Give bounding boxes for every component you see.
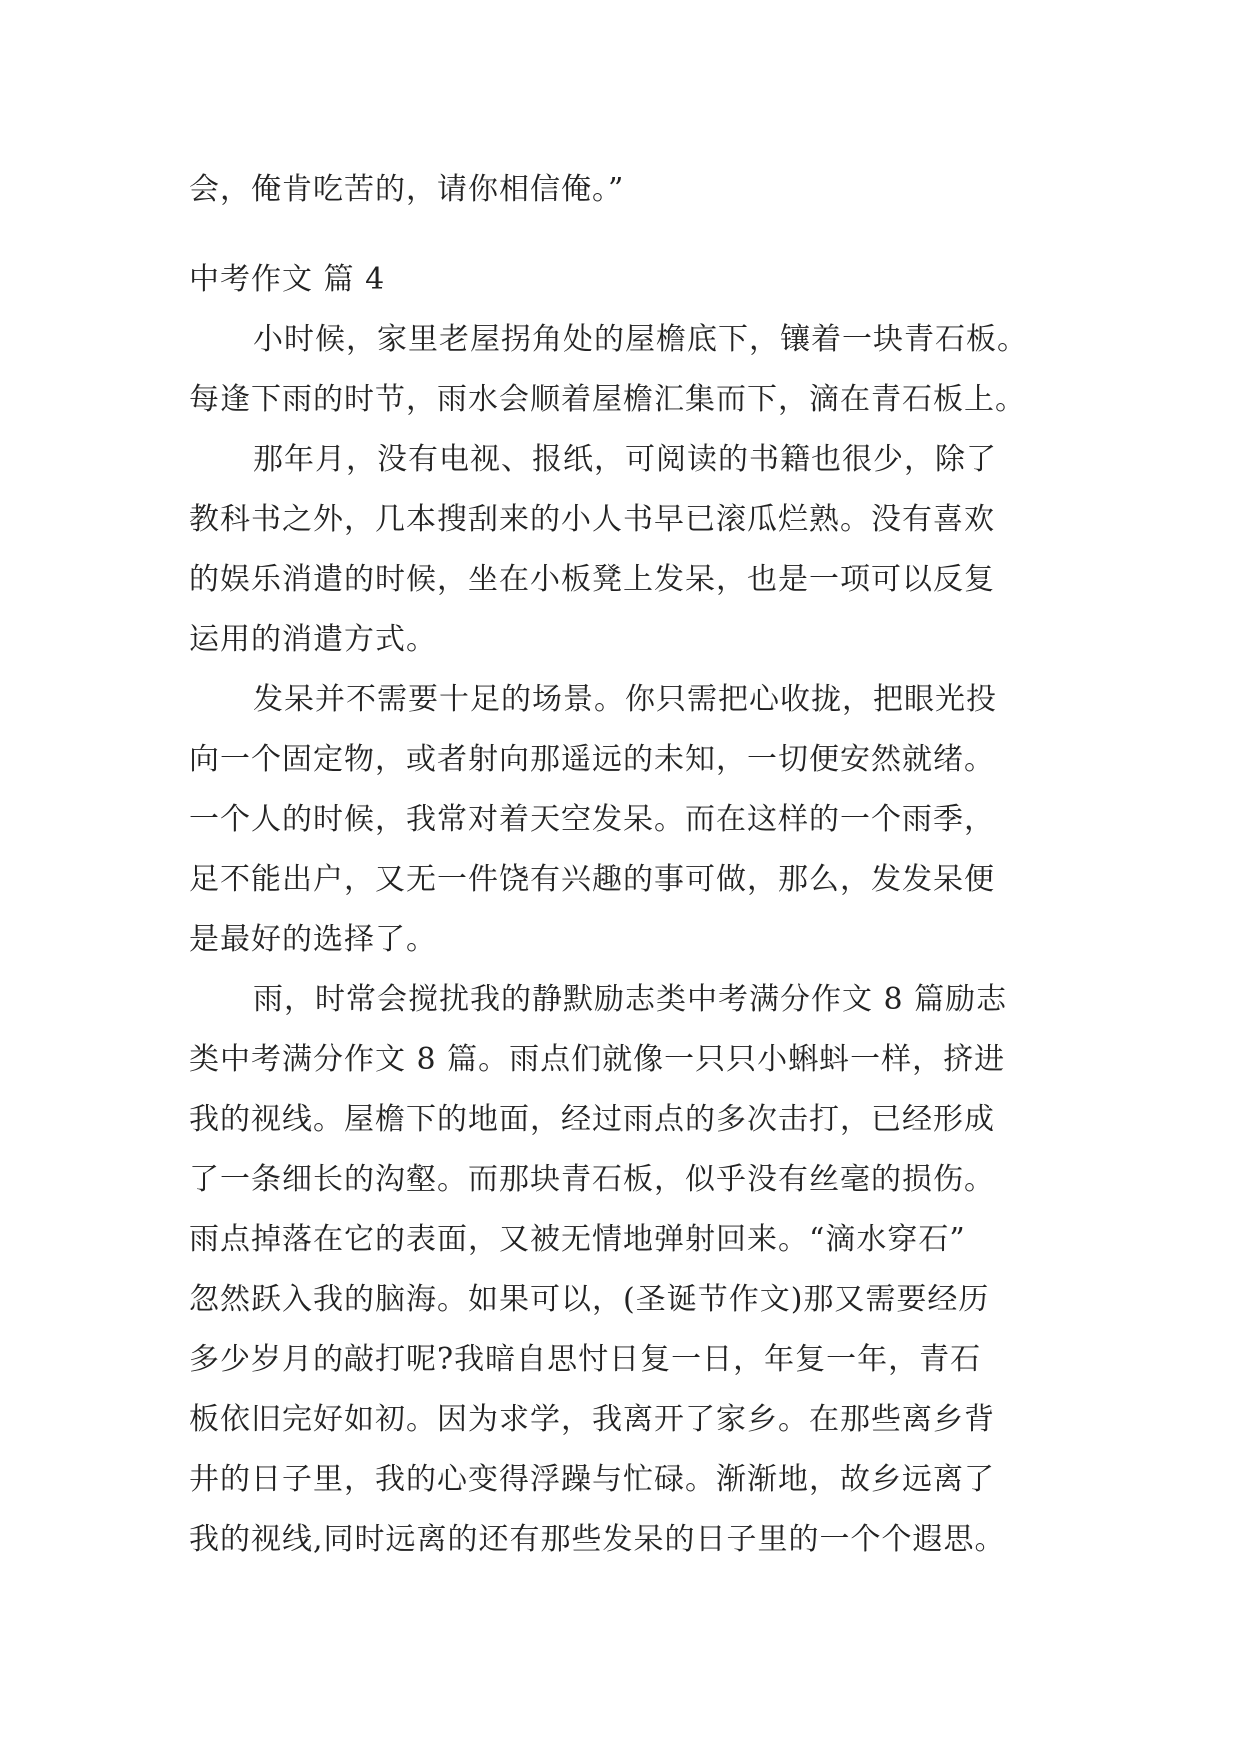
paragraph <box>189 430 1069 670</box>
paragraph-line: 雨，时常会搅扰我的静默励志类中考满分作文 8 篇励志 <box>253 982 1008 1017</box>
paragraph-line: 每逢下雨的时节，雨水会顺着屋檐汇集而下，滴在青石板上。 <box>189 382 1026 417</box>
paragraph-line: 运用的消遣方式。 <box>189 622 437 657</box>
section-title: 中考作文 篇 4 <box>189 262 386 297</box>
paragraph-line: 板依旧完好如初。因为求学，我离开了家乡。在那些离乡背 <box>189 1402 995 1437</box>
document-body <box>189 160 1069 1570</box>
paragraph-line: 我的视线,同时远离的还有那些发呆的日子里的一个个遐思。 <box>189 1522 1006 1557</box>
paragraph-line: 教科书之外，几本搜刮来的小人书早已滚瓜烂熟。没有喜欢 <box>189 502 995 537</box>
intro-line: 会，俺肯吃苦的，请你相信俺。” <box>189 172 625 207</box>
paragraph-line: 是最好的选择了。 <box>189 922 437 957</box>
paragraph-line: 忽然跃入我的脑海。如果可以，(圣诞节作文)那又需要经历 <box>189 1282 990 1317</box>
paragraph-line: 一个人的时候，我常对着天空发呆。而在这样的一个雨季， <box>189 802 995 837</box>
paragraph-line: 我的视线。屋檐下的地面，经过雨点的多次击打，已经形成 <box>189 1102 995 1137</box>
paragraph <box>189 970 1069 1570</box>
paragraph-line: 多少岁月的敲打呢?我暗自思忖日复一日，年复一年，青石 <box>189 1342 982 1377</box>
paragraph-line: 那年月，没有电视、报纸，可阅读的书籍也很少，除了 <box>253 442 997 477</box>
paragraph-line: 了一条细长的沟壑。而那块青石板，似乎没有丝毫的损伤。 <box>189 1162 995 1197</box>
paragraph-line: 向一个固定物，或者射向那遥远的未知，一切便安然就绪。 <box>189 742 995 777</box>
paragraph <box>189 310 1069 430</box>
paragraph <box>189 670 1069 970</box>
paragraph-line: 类中考满分作文 8 篇。雨点们就像一只只小蝌蚪一样，挤进 <box>189 1042 1006 1077</box>
paragraph-line: 的娱乐消遣的时候，坐在小板凳上发呆，也是一项可以反复 <box>189 562 995 597</box>
paragraph-line: 雨点掉落在它的表面，又被无情地弹射回来。“滴水穿石” <box>189 1222 966 1257</box>
section-gap <box>189 220 1069 250</box>
paragraph-line: 足不能出户，又无一件饶有兴趣的事可做，那么，发发呆便 <box>189 862 995 897</box>
paragraph-line: 发呆并不需要十足的场景。你只需把心收拢，把眼光投 <box>253 682 997 717</box>
paragraph-line: 井的日子里，我的心变得浮躁与忙碌。渐渐地，故乡远离了 <box>189 1462 995 1497</box>
paragraph-line: 小时候，家里老屋拐角处的屋檐底下，镶着一块青石板。 <box>253 322 1028 357</box>
